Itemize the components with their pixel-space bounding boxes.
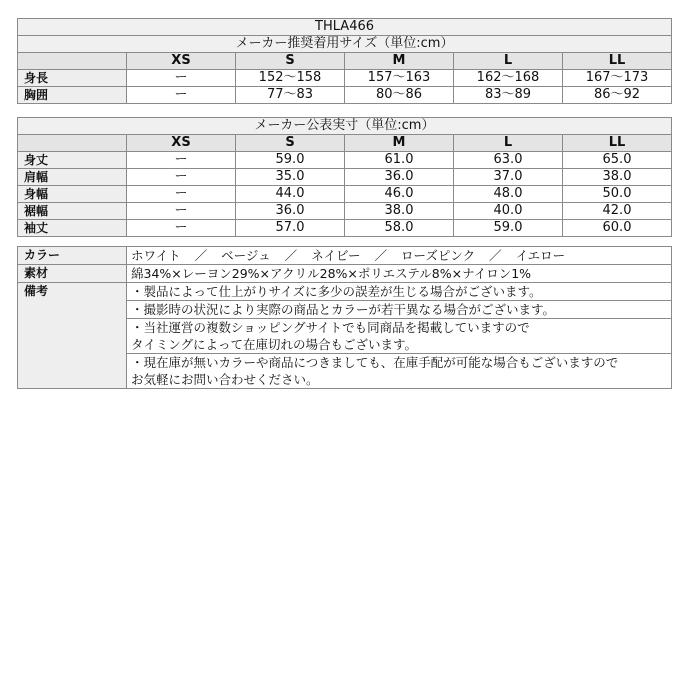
- color-separator: ／: [284, 248, 298, 263]
- size-header: XS: [127, 53, 236, 70]
- table-row: [18, 87, 672, 104]
- size-header: L: [454, 53, 563, 70]
- cell: 40.0: [454, 203, 563, 220]
- note-line: ・現在庫が無いカラーや商品につきましても、在庫手配が可能な場合もございますので: [131, 355, 619, 370]
- product-info-table: [17, 246, 672, 389]
- note-line: お気軽にお問い合わせください。: [131, 372, 319, 387]
- cell: 36.0: [236, 203, 345, 220]
- cell: 37.0: [454, 169, 563, 186]
- size-header: M: [345, 135, 454, 152]
- note: [127, 319, 672, 354]
- color-values: [127, 247, 672, 265]
- table-row: [18, 220, 672, 237]
- cell: ー: [127, 186, 236, 203]
- color-option: ネイビー: [311, 248, 361, 263]
- cell: 58.0: [345, 220, 454, 237]
- cell: ー: [127, 203, 236, 220]
- cell: 36.0: [345, 169, 454, 186]
- color-option: ホワイト: [131, 248, 181, 263]
- size-header: L: [454, 135, 563, 152]
- cell: 46.0: [345, 186, 454, 203]
- size-header: LL: [563, 135, 672, 152]
- row-label: 身幅: [18, 186, 127, 203]
- color-separator: ／: [374, 248, 387, 263]
- note-line: ・当社運営の複数ショッピングサイトでも同商品を掲載していますので: [131, 320, 530, 335]
- cell: 57.0: [236, 220, 345, 237]
- cell: 59.0: [454, 220, 563, 237]
- note-line: ・撮影時の状況により実際の商品とカラーが若干異なる場合がございます。: [131, 302, 556, 317]
- size-header-row: [18, 135, 672, 152]
- note: [127, 354, 672, 389]
- cell: 38.0: [563, 169, 672, 186]
- color-separator: ／: [489, 248, 502, 263]
- color-option: イエロー: [515, 248, 566, 263]
- row-label: 身長: [18, 70, 127, 87]
- size-header-row: [18, 53, 672, 70]
- material-label: 素材: [18, 265, 127, 283]
- cell: 86〜92: [563, 87, 672, 104]
- cell: 35.0: [236, 169, 345, 186]
- cell: 77〜83: [236, 87, 345, 104]
- cell: 42.0: [563, 203, 672, 220]
- cell: 63.0: [454, 152, 563, 169]
- note-line: タイミングによって在庫切れの場合もございます。: [131, 337, 418, 352]
- cell: ー: [127, 220, 236, 237]
- recommended-size-table: [17, 18, 672, 104]
- cell: 80〜86: [345, 87, 454, 104]
- cell: 48.0: [454, 186, 563, 203]
- actual-size-title: メーカー公表実寸（単位:cm）: [18, 118, 672, 135]
- row-label: 胸囲: [18, 87, 127, 104]
- note-line: ・製品によって仕上がりサイズに多少の誤差が生じる場合がございます。: [131, 284, 542, 299]
- cell: ー: [127, 70, 236, 87]
- color-option: ローズピンク: [400, 248, 476, 263]
- corner-cell: [18, 53, 127, 70]
- cell: 60.0: [563, 220, 672, 237]
- table-row: [18, 70, 672, 87]
- table-row: [18, 186, 672, 203]
- color-row: [18, 247, 672, 265]
- cell: 59.0: [236, 152, 345, 169]
- note: [127, 283, 672, 301]
- row-label: 肩幅: [18, 169, 127, 186]
- note: [127, 301, 672, 319]
- row-label: 身丈: [18, 152, 127, 169]
- cell: 157〜163: [345, 70, 454, 87]
- color-separator: ／: [194, 248, 208, 263]
- color-label: カラー: [18, 247, 127, 265]
- material-row: [18, 265, 672, 283]
- cell: 162〜168: [454, 70, 563, 87]
- cell: 167〜173: [563, 70, 672, 87]
- color-option: ベージュ: [221, 248, 271, 263]
- size-header: S: [236, 135, 345, 152]
- row-label: 裾幅: [18, 203, 127, 220]
- cell: 61.0: [345, 152, 454, 169]
- cell: 65.0: [563, 152, 672, 169]
- notes-label: 備考: [18, 283, 127, 389]
- size-header: S: [236, 53, 345, 70]
- cell: 38.0: [345, 203, 454, 220]
- size-header: LL: [563, 53, 672, 70]
- table-row: [18, 203, 672, 220]
- cell: ー: [127, 169, 236, 186]
- material-value: 綿34%×レーヨン29%×アクリル28%×ポリエステル8%×ナイロン1%: [127, 265, 672, 283]
- size-header: M: [345, 53, 454, 70]
- cell: 152〜158: [236, 70, 345, 87]
- table-row: [18, 169, 672, 186]
- size-header: XS: [127, 135, 236, 152]
- corner-cell: [18, 135, 127, 152]
- actual-size-table: [17, 117, 672, 237]
- recommended-size-title: メーカー推奨着用サイズ（単位:cm）: [18, 36, 672, 53]
- cell: ー: [127, 152, 236, 169]
- cell: 50.0: [563, 186, 672, 203]
- cell: ー: [127, 87, 236, 104]
- product-code: THLA466: [18, 19, 672, 36]
- row-label: 袖丈: [18, 220, 127, 237]
- cell: 44.0: [236, 186, 345, 203]
- notes-row: [18, 283, 672, 301]
- table-row: [18, 152, 672, 169]
- cell: 83〜89: [454, 87, 563, 104]
